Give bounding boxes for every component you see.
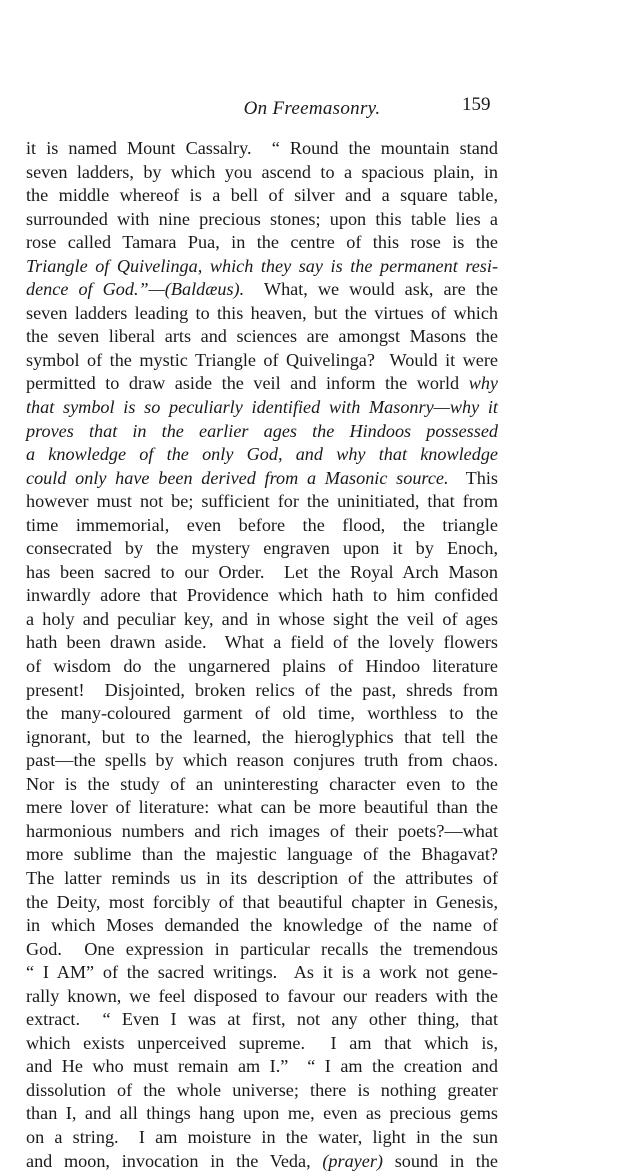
text-run: What, we would ask, are the xyxy=(244,279,498,300)
italic-text: could only have been derived from a Masonic source. xyxy=(26,467,449,488)
text-run: in which Moses demanded the knowledge of the name of xyxy=(26,915,498,936)
text-line xyxy=(26,537,498,561)
text-line xyxy=(26,443,498,467)
italic-text: why xyxy=(468,373,498,394)
body-text xyxy=(26,137,498,1173)
text-run: rose called Tamara Pua, in the centre of this rose is the xyxy=(26,232,498,253)
text-run: mere lover of literature: what can be more beautiful than the xyxy=(26,797,498,818)
text-line xyxy=(26,561,498,585)
text-line xyxy=(26,1055,498,1079)
text-line xyxy=(26,255,498,279)
text-line xyxy=(26,1102,498,1126)
text-run: seven ladders, by which you ascend to a spacious plain, in xyxy=(26,161,498,182)
text-run: past—the spells by which reason conjures truth from chaos. xyxy=(26,750,498,771)
text-run: The latter reminds us in its description of the attributes of xyxy=(26,867,498,888)
text-line xyxy=(26,514,498,538)
text-run: than I, and all things hang upon me, even as precious gems xyxy=(26,1103,498,1124)
text-line xyxy=(26,137,498,161)
text-run: ignorant, but to the learned, the hieroglyphics that tell the xyxy=(26,726,498,747)
text-line xyxy=(26,467,498,491)
text-run: the Deity, most forcibly of that beautiful chapter in Genesis, xyxy=(26,891,498,912)
text-run: symbol of the mystic Triangle of Quivelinga? Would it were xyxy=(26,349,498,370)
text-line xyxy=(26,961,498,985)
text-run: surrounded with nine precious stones; upon this table lies a xyxy=(26,208,498,229)
text-run: time immemorial, even before the flood, the triangle xyxy=(26,514,498,535)
italic-text: a knowledge of the only God, and why that knowledge xyxy=(26,444,498,465)
text-run: the middle whereof is a bell of silver and a square table, xyxy=(26,185,498,206)
text-line xyxy=(26,1150,498,1173)
italic-text: (prayer) xyxy=(322,1150,383,1171)
text-line xyxy=(26,820,498,844)
text-line xyxy=(26,1126,498,1150)
text-line xyxy=(26,891,498,915)
text-run: and He who must remain am I.” “ I am the creation and xyxy=(26,1056,498,1077)
text-line xyxy=(26,1008,498,1032)
text-line xyxy=(26,938,498,962)
text-run: This xyxy=(448,467,498,488)
text-line xyxy=(26,208,498,232)
text-run: sound in the xyxy=(382,1150,498,1171)
text-line xyxy=(26,278,498,302)
text-run: rally known, we feel disposed to favour our readers with the xyxy=(26,985,498,1006)
text-line xyxy=(26,302,498,326)
italic-text: dence of God.”—(Baldæus). xyxy=(26,279,245,300)
text-line xyxy=(26,584,498,608)
text-run: present! Disjointed, broken relics of the past, shreds from xyxy=(26,679,498,700)
text-run: which exists unperceived supreme. I am that which is, xyxy=(26,1032,498,1053)
text-line xyxy=(26,1032,498,1056)
text-run: God. One expression in particular recalls the tremendous xyxy=(26,938,498,959)
text-run: “ I AM” of the sacred writings. As it is a work not gene- xyxy=(26,962,498,983)
text-run: consecrated by the mystery engraven upon it by Enoch, xyxy=(26,538,498,559)
text-line xyxy=(26,702,498,726)
text-run: has been sacred to our Order. Let the Royal Arch Mason xyxy=(26,561,498,582)
text-line xyxy=(26,914,498,938)
text-line xyxy=(26,749,498,773)
text-run: however must not be; sufficient for the uninitiated, that from xyxy=(26,491,498,512)
text-line xyxy=(26,608,498,632)
text-run: it is named Mount Cassalry. “ Round the mountain stand xyxy=(26,138,498,158)
text-run: a holy and peculiar key, and in whose sight the veil of ages xyxy=(26,608,498,629)
text-line xyxy=(26,843,498,867)
text-line xyxy=(26,796,498,820)
text-line xyxy=(26,161,498,185)
text-line xyxy=(26,490,498,514)
text-run: harmonious numbers and rich images of their poets?—what xyxy=(26,820,498,841)
text-line xyxy=(26,631,498,655)
text-run: the many-coloured garment of old time, worthless to the xyxy=(26,703,498,724)
text-line xyxy=(26,184,498,208)
text-run: seven ladders leading to this heaven, but the virtues of which xyxy=(26,302,498,323)
text-line xyxy=(26,985,498,1009)
text-run: extract. “ Even I was at first, not any other thing, that xyxy=(26,1009,498,1030)
text-line xyxy=(26,349,498,373)
text-line xyxy=(26,773,498,797)
text-line xyxy=(26,420,498,444)
page-number: 159 xyxy=(462,94,491,115)
text-line xyxy=(26,325,498,349)
text-line xyxy=(26,655,498,679)
text-run: dissolution of the whole universe; there is nothing greater xyxy=(26,1079,498,1100)
text-run: and moon, invocation in the Veda, xyxy=(26,1150,323,1171)
text-run: inwardly adore that Providence which hath to him confided xyxy=(26,585,498,606)
text-run: Nor is the study of an uninteresting character even to the xyxy=(26,773,498,794)
running-title: On Freemasonry. xyxy=(243,98,381,119)
text-line xyxy=(26,396,498,420)
text-line xyxy=(26,867,498,891)
text-run: permitted to draw aside the veil and inform the world xyxy=(26,373,469,394)
text-line xyxy=(26,1079,498,1103)
italic-text: proves that in the earlier ages the Hindoos possessed xyxy=(26,420,498,441)
text-run: on a string. I am moisture in the water, light in the sun xyxy=(26,1126,498,1147)
text-line xyxy=(26,679,498,703)
text-run: more sublime than the majestic language of the Bhagavat? xyxy=(26,844,498,865)
text-run: hath been drawn aside. What a field of the lovely flowers xyxy=(26,632,498,653)
italic-text: that symbol is so peculiarly identified with Masonry—why it xyxy=(26,397,498,418)
italic-text: Triangle of Quivelinga, which they say is the permanent resi- xyxy=(26,255,498,276)
text-run: of wisdom do the ungarnered plains of Hindoo literature xyxy=(26,656,498,677)
text-run: the seven liberal arts and sciences are amongst Masons the xyxy=(26,326,498,347)
text-line xyxy=(26,726,498,750)
text-line xyxy=(26,372,498,396)
text-line xyxy=(26,231,498,255)
